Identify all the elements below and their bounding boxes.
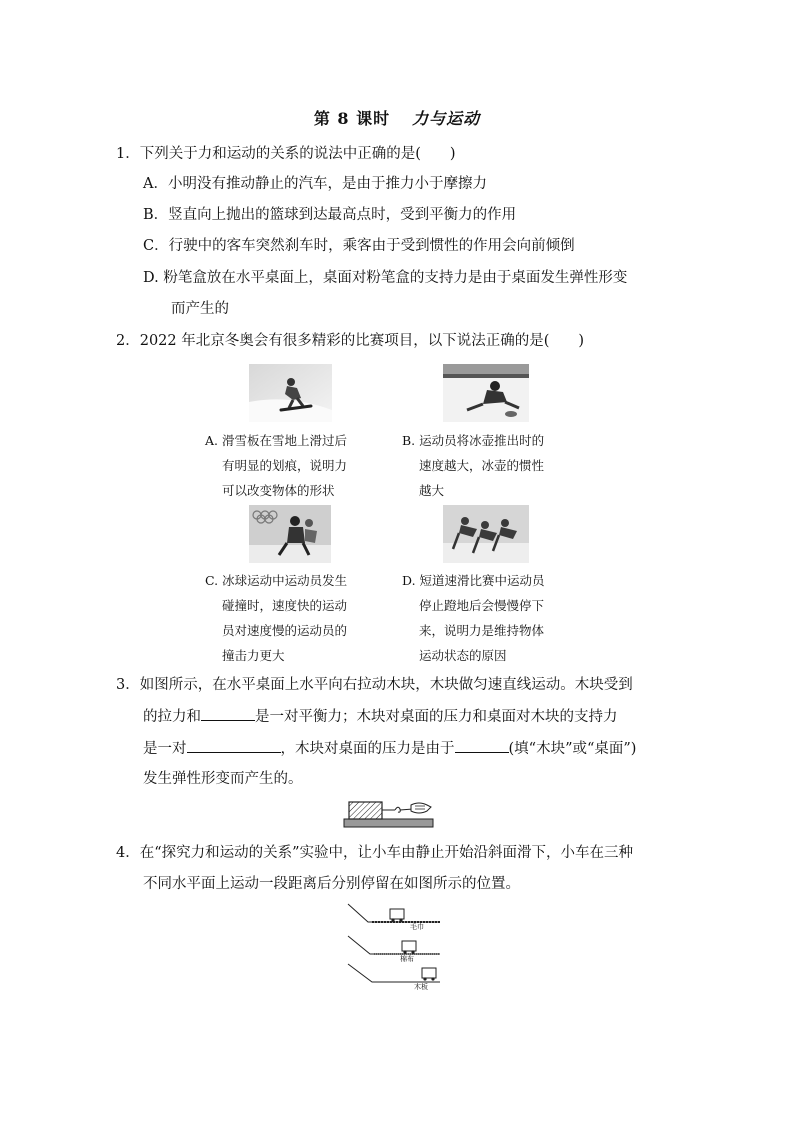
q2-option-d-line2: 停止蹬地后会慢慢停下 — [419, 598, 545, 613]
answer-blank-2[interactable] — [187, 737, 281, 753]
q2-option-d-line1[interactable]: D. 短道速滑比赛中运动员 — [402, 573, 545, 588]
speed-skating-photo — [443, 505, 529, 563]
q2-stem: 2．2022 年北京冬奥会有很多精彩的比赛项目，以下说法正确的是( ) — [116, 333, 585, 349]
q4-line1: 4．在“探究力和运动的关系”实验中，让小车由静止开始沿斜面滑下，小车在三种 — [116, 845, 634, 861]
q1-option-a[interactable]: A．小明没有推动静止的汽车，是由于推力小于摩擦力 — [143, 176, 487, 192]
q3-text: ，木块对桌面的压力是由于 — [280, 741, 455, 757]
q2-option-a-line1[interactable]: A. 滑雪板在雪地上滑过后 — [205, 433, 347, 448]
q3-line4: 发生弹性形变而产生的。 — [143, 771, 303, 787]
cotton-label: 棉布 — [400, 955, 414, 963]
q2-option-a-line3: 可以改变物体的形状 — [222, 483, 335, 498]
q1-option-d-cont: 而产生的 — [171, 301, 229, 317]
curling-photo — [443, 364, 529, 422]
q2-option-b-line3: 越大 — [419, 483, 445, 498]
q1-option-d[interactable]: D. 粉笔盒放在水平桌面上，桌面对粉笔盒的支持力是由于桌面发生弹性形变 — [143, 270, 628, 286]
q1-option-c[interactable]: C．行驶中的客车突然刹车时，乘客由于受到惯性的作用会向前倾倒 — [143, 238, 575, 254]
snowboard-photo — [249, 364, 332, 422]
block-pull-diagram — [343, 795, 435, 829]
q1-option-b[interactable]: B．竖直向上抛出的篮球到达最高点时，受到平衡力的作用 — [143, 207, 517, 223]
q3-text: 是一对 — [143, 741, 187, 757]
q3-line2 — [143, 705, 618, 728]
q2-option-a-line2: 有明显的划痕，说明力 — [222, 458, 348, 473]
q2-option-b-line1[interactable]: B. 运动员将冰壶推出时的 — [402, 433, 545, 448]
q3-line3 — [143, 737, 636, 760]
board-label: 木板 — [414, 983, 428, 991]
q2-option-c-line4: 撞击力更大 — [222, 648, 285, 663]
q2-option-d-line4: 运动状态的原因 — [419, 648, 507, 663]
ramp-experiment-diagram — [344, 900, 444, 996]
q1-stem: 1．下列关于力和运动的关系的说法中正确的是( ) — [116, 146, 456, 162]
q2-option-c-line3: 员对速度慢的运动员的 — [222, 623, 348, 638]
q3-text: 的拉力和 — [143, 709, 201, 725]
q3-text: (填“木块”或“桌面”) — [508, 741, 637, 757]
q2-option-c-line2: 碰撞时，速度快的运动 — [222, 598, 348, 613]
lesson-topic: 力与运动 — [412, 109, 481, 128]
answer-blank-1[interactable] — [201, 705, 255, 721]
towel-label: 毛巾 — [410, 923, 424, 931]
q3-text: 是一对平衡力；木块对桌面的压力和桌面对木块的支持力 — [255, 709, 618, 725]
q4-line2: 不同水平面上运动一段距离后分别停留在如图所示的位置。 — [143, 876, 520, 892]
q2-option-d-line3: 来，说明力是维持物体 — [419, 623, 545, 638]
q2-option-c-line1[interactable]: C. 冰球运动中运动员发生 — [205, 573, 348, 588]
answer-blank-3[interactable] — [455, 737, 509, 753]
q3-line1: 3．如图所示，在水平桌面上水平向右拉动木块，木块做匀速直线运动。木块受到 — [116, 677, 633, 693]
page-title — [0, 106, 794, 129]
ice-hockey-photo — [249, 505, 331, 563]
q2-option-b-line2: 速度越大，冰壶的惯性 — [419, 458, 545, 473]
lesson-number: 第 8 课时 — [313, 109, 391, 128]
